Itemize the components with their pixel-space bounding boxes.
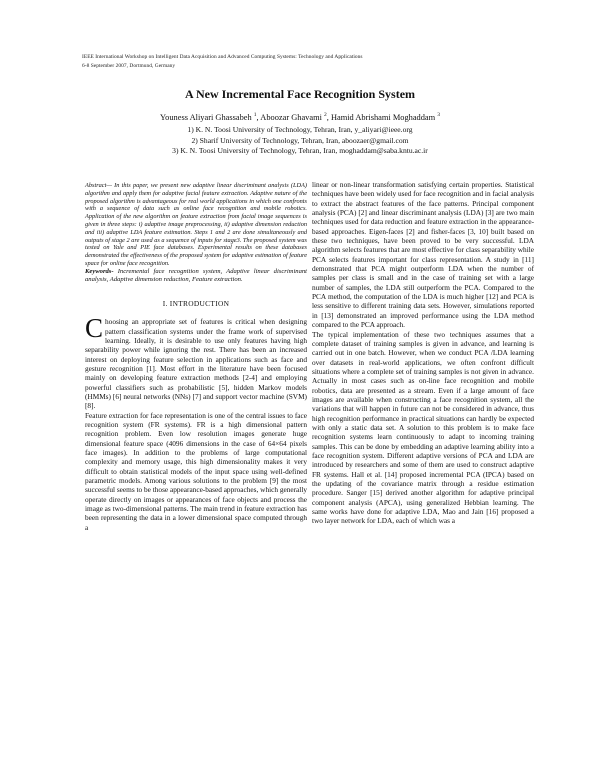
abstract [85, 182, 307, 268]
author-2-sup: 2 [324, 112, 327, 118]
intro-paragraph-1-text: hoosing an appropriate set of features is critical when designing pattern classification systems under the frame work of supervised learning. Ideally, it is desirable to use only features having high separability power while ignoring the rest. There has been an increased interest on deploying feature selection in applications such as face and gesture recognition [1]. Most effort in the literature have been focused mainly on developing feature extraction methods [2-4] and employing powerful classifiers such as probabilistic [5], hidden Markov models (HMMs) [6] neural networks (NNs) [7] and support vector machine (SVM) [8]. [85, 317, 307, 411]
abstract-text: — In this paper, we present new adaptive linear discriminant analysis (LDA) algorithm and apply them for adaptive facial feature extraction. Adaptive nature of the proposed algorithm is advantageous for real world applications in which one confronts with a sequence of data such as online face recognition and mobile robotics. Application of the new algorithm on feature extraction from facial image sequences is given in three steps: i) adaptive image preprocessing, ii) adaptive dimension reduction and iii) adaptive LDA feature estimation. Steps 1 and 2 are done simultaneously and outputs of stage 2 are used as a sequence of inputs for stage3. The proposed system was tested on Yale and PIE face databases. Experimental results on these databases demonstrated the effectiveness of the proposed system for adaptive estimation of feature space for online face recognition. [85, 182, 307, 267]
intro-paragraph-4: The typical implementation of these two techniques assumes that a complete dataset of training samples is given in advance, and learning is carried out in one batch. However, when we conduct PCA /LDA learning over datasets in real-world applications, we often confront difficult situations where a complete set of training samples is not given in advance. Actually in most cases such as on-line face recognition and mobile robotics, data are presented as a stream. Even if a large amount of face images are available when constructing a face recognition system, all the variations that will happen in future can not be considered in advance, thus high recognition performance in practical situations can hardly be expected with only a static data set. A solution to this problem is to make face recognition systems learn continuously to adapt to incoming training samples. This can be done by embedding an adaptive learning ability into a face recognition system. Different adaptive versions of PCA and LDA are introduced by researchers and some of them are used to construct adaptive FR systems. Hall et al. [14] proposed incremental PCA (IPCA) based on the updating of the covariance matrix through a residue estimation procedure. Sanger [15] derived another algorithm for adaptive principal component analysis (APCA), using generalized Hebbian learning. The same works have done for adaptive LDA, Mao and Jain [16] proposed a two layer network for LDA, each of which was a [312, 329, 534, 526]
author-3: Hamid Abrishami Moghaddam [330, 112, 436, 122]
keywords-text: Incremental face recognition system, Adaptive linear discriminant analysis, Adaptive dimension reduction, Feature extraction. [85, 267, 307, 283]
author-list: Youness Aliyari Ghassabeh $^1$, Aboozar Ghavami $^2$, Hamid Abrishami Moghaddam $^3$ [159, 112, 441, 122]
conference-line-1: IEEE International Workshop on Intelligent Data Acquisition and Advanced Computing Systems: Technology and Applications [82, 54, 363, 60]
section-heading-introduction: I. INTRODUCTION [162, 299, 230, 309]
keywords [85, 268, 307, 284]
paper-title: A New Incremental Face Recognition System [184, 87, 416, 101]
right-column [312, 180, 534, 526]
conference-header [82, 53, 562, 70]
affiliation-1: 1) K. N. Toosi University of Technology, Tehran, Iran, y_aliyari@ieee.org [187, 125, 413, 134]
conference-line-2: 6-8 September 2007, Dortmund, Germany [82, 62, 176, 69]
intro-paragraph-3: linear or non-linear transformation satisfying certain properties. Statistical techniques have been widely used for face recognition and in facial analysis to extract the abstract features of the face patterns. Principal component analysis (PCA) [2] and linear discriminant analysis (LDA) [3] are two main techniques used for data reduction and feature extraction in the appearance-based approaches. Eigen-faces [2] and fisher-faces [3, 10] built based on these two techniques, have been proved to be very successful. LDA algorithm selects features that are most effective for class separability while PCA selects features important for class representation. A study in [11] demonstrated that PCA might outperform LDA when the number of samples per class is small and in the case of training set with a large number of samples, the LDA still outperform the PCA. Compared to the PCA method, the computation of the LDA is much higher [12] and PCA is less sensitive to different training data sets. However, simulations reported in [13] demonstrated an improved performance using the LDA method compared to the PCA approach. [312, 180, 534, 330]
affiliation-2: 2) Sharif University of Technology, Tehran, Iran, aboozaer@gmail.com [191, 135, 409, 145]
author-1-sup: 1 [253, 112, 257, 118]
drop-cap: C [85, 313, 104, 344]
abstract-label: Abstract [85, 182, 107, 189]
keywords-label: Keywords- [85, 267, 114, 275]
affiliation-3: 3) K. N. Toosi University of Technology, Tehran, Iran, moghaddam@saba.kntu.ac.ir [172, 146, 428, 155]
affiliations [0, 125, 600, 157]
intro-paragraph-2: Feature extraction for face representation is one of the central issues to face recognition system (FR systems). FR is a high dimensional pattern recognition problem. Even low resolution images generate huge dimensional feature space (4096 dimensions in the case of 64×64 pixels face images). In addition to the problems of large computational complexity and memory usage, this high dimensionality makes it very difficult to obtain statistical models of the input space using well-defined parametric models. Among various solutions to the problem [9] the most successful seems to be those appearance-based approaches, which generally operate directly on images or appearances of face objects and process the image as two-dimensional patterns. The main trend in feature extraction has been representing the data in a lower dimensional space computed through a [85, 410, 307, 532]
left-column [85, 182, 307, 532]
author-1: Youness Aliyari Ghassabeh [159, 112, 252, 122]
intro-paragraph-1 [85, 313, 307, 411]
author-3-sup: 3 [437, 112, 441, 118]
author-2: Aboozar Ghavami [260, 112, 322, 122]
